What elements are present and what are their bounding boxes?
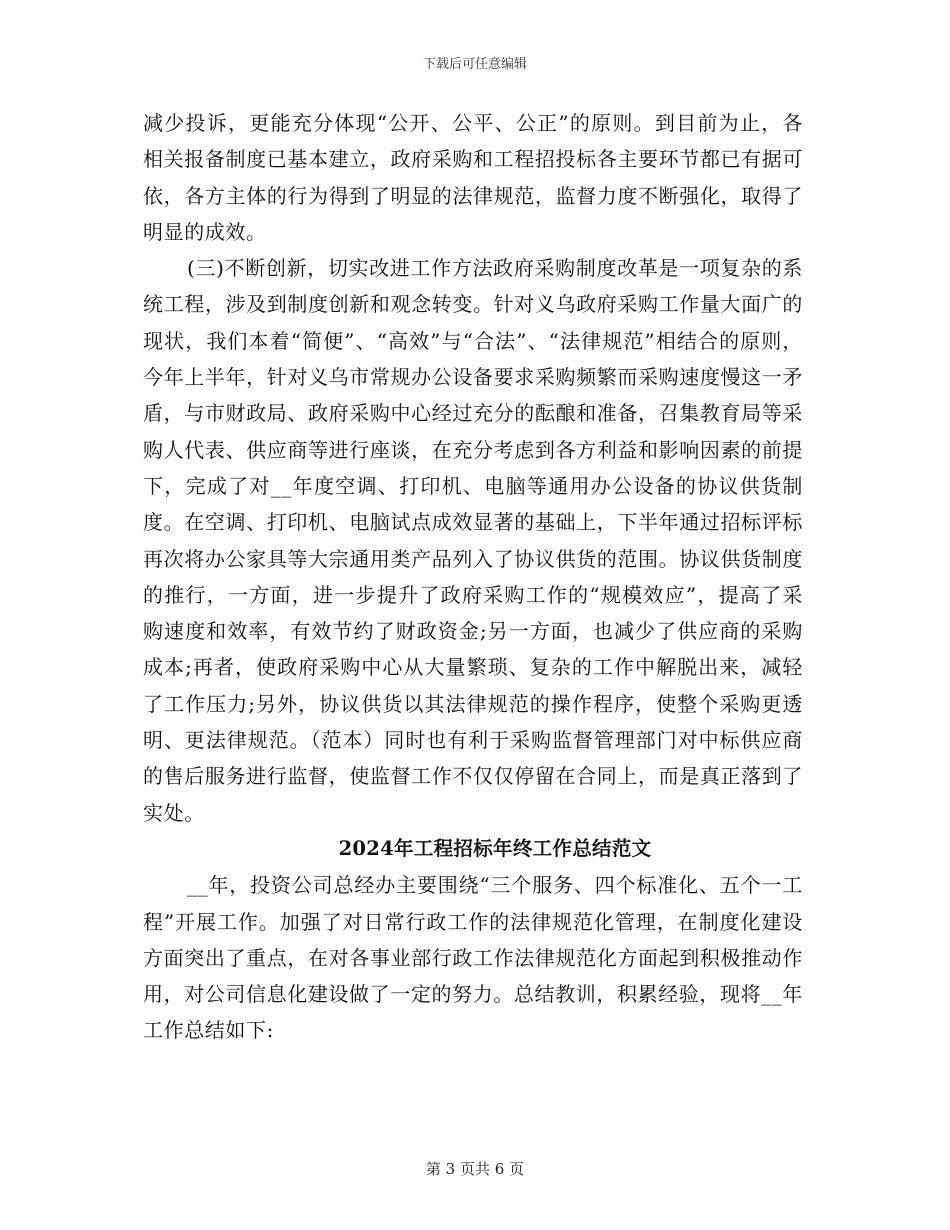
body-paragraph: (三)不断创新，切实改进工作方法政府采购制度改革是一项复杂的系统工程，涉及到制度创新和观念转变。针对义乌政府采购工作量大面广的现状，我们本着“简便”、“高效”与“合法”、“法律规范”相结合的原则，今年上半年，针对义乌市常规办公设备要求采购频繁而采购速度慢这一矛盾，与市财政局、政府采购中心经过充分的酝酿和准备，召集教育局等采购人代表、供应商等进行座谈，在充分考虑到各方利益和影响因素的前提下，完成了对__年度空调、打印机、电脑等通用办公设备的协议供货制度。在空调、打印机、电脑试点成效显著的基础上，下半年通过招标评标再次将办公家具等大宗通用类产品列入了协议供货的范围。协议供货制度的推行，一方面，进一步提升了政府采购工作的“规模效应”，提高了采购速度和效率，有效节约了财政资金;另一方面，也减少了供应商的采购成本;再者，使政府采购中心从大量繁琐、复杂的工作中解脱出来，减轻了工作压力;另外，协议供货以其法律规范的操作程序，使整个采购更透明、更法律规范。（范本）同时也有利于采购监督管理部门对中标供应商的售后服务进行监督，使监督工作不仅仅停留在合同上，而是真正落到了实处。 xyxy=(143,256,804,825)
page-number: 第 3 页共 6 页 xyxy=(425,1160,525,1178)
page-header: 下载后可任意编辑 xyxy=(422,57,527,72)
body-paragraph: 减少投诉，更能充分体现“公开、公平、公正”的原则。到目前为止，各相关报备制度已基本建立，政府采购和工程招投标各主要环节都已有据可依，各方主体的行为得到了明显的法律规范，监督力度不断强化，取得了明显的成效。 xyxy=(143,111,803,244)
section-title: 2024年工程招标年终工作总结范文 xyxy=(338,836,652,860)
document-body xyxy=(143,105,803,1049)
body-paragraph: __年，投资公司总经办主要围绕“三个服务、四个标准化、五个一工程”开展工作。加强了对日常行政工作的法律规范化管理，在制度化建设方面突出了重点，在对各事业部行政工作法律规范化方面起到积极推动作用，对公司信息化建设做了一定的努力。总结教训，积累经验，现将__年工作总结如下: xyxy=(143,873,803,1043)
